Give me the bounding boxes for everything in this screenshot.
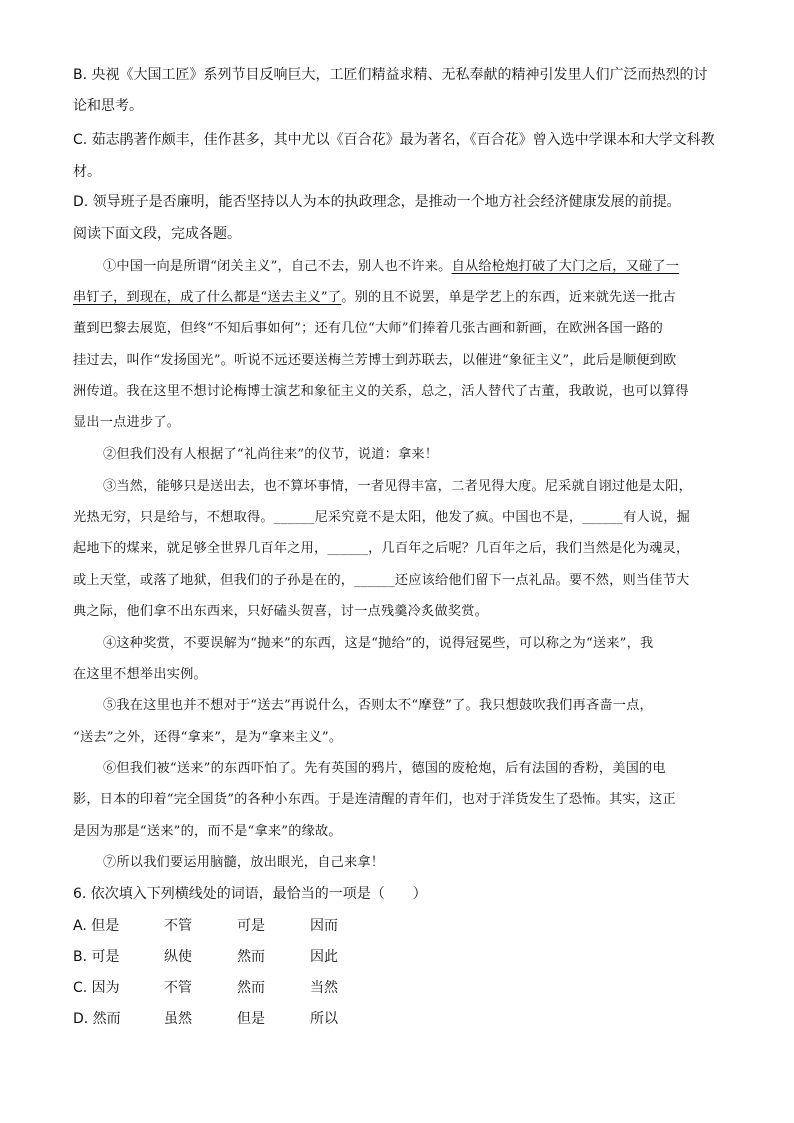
passage-p1-line-2-text: 。别的且不说罢，单是学艺上的东西，近来就先送一批古 [341, 290, 676, 305]
passage-p2: ②但我们没有人根据了“礼尚往来”的仪节，说道：拿来！ [103, 447, 439, 462]
choice-a-word-2: 不管 [164, 918, 192, 934]
choice-d-word-3: 但是 [237, 1011, 265, 1027]
question-6-stem: 6. 依次填入下列横线处的词语，最恰当的一项是（ ） [73, 886, 427, 902]
option-b-line-2: 论和思考。 [73, 98, 143, 114]
choice-c-word-4: 当然 [310, 980, 338, 996]
passage-p1-line-6: 显出一点进步了。 [73, 415, 181, 430]
passage-p3-line-2: 光热无穷，只是给与，不想取得。______尼采究竟不是太阳，他发了疯。中国也不是，______有人说，掘 [73, 510, 691, 525]
choice-c-word-2: 不管 [164, 980, 192, 996]
passage-p1-line-5: 洲传道。我在这里不想讨论梅博士演艺和象征主义的关系，总之，活人替代了古董，我敢说，也可以算得 [73, 384, 689, 399]
passage-p1-line-3: 董到巴黎去展览，但终“不知后事如何”；还有几位“大师”们捧着几张古画和新画，在欧洲各国一路的 [73, 321, 664, 336]
passage-p4-line-2: 在这里不想举出实例。 [73, 667, 207, 682]
passage-p3-line-1: ③当然，能够只是送出去，也不算坏事情，一者见得丰富，二者见得大度。尼采就自诩过他是太阳， [103, 479, 693, 494]
choice-a-word-3: 可是 [237, 918, 265, 934]
choice-a-label: A. 但是 [73, 918, 120, 934]
choice-b-label: B. 可是 [73, 949, 120, 965]
passage-p1-line-1 [103, 258, 679, 276]
passage-p7: ⑦所以我们要运用脑髓，放出眼光，自己来拿！ [103, 855, 385, 870]
passage-p5-line-2: “送去”之外，还得“拿来”，是为“拿来主义”。 [73, 730, 343, 745]
passage-p6-line-2: 影，日本的印着“完全国货”的各种小东西。于是连清醒的青年们，也对于洋货发生了恐怖。其实，这正 [73, 792, 676, 807]
passage-p1-line-4: 挂过去，叫作“发扬国光”。听说不远还要送梅兰芳博士到苏联去，以催进“象征主义”，此后是顺便到欧 [73, 353, 677, 368]
reading-instruction: 阅读下面文段，完成各题。 [73, 226, 241, 242]
choice-b-word-2: 纵使 [164, 949, 192, 965]
underlined-sentence: 自从给枪炮打破了大门之后，又碰了一 [451, 259, 680, 274]
choice-d-word-4: 所以 [310, 1011, 338, 1027]
choice-d-label: D. 然而 [73, 1011, 121, 1027]
option-c-line-1: C. 茹志鹃著作颇丰，佳作甚多，其中尤以《百合花》最为著名，《百合花》曾入选中学课本和大学文科教 [73, 132, 715, 148]
option-c-line-2: 材。 [73, 164, 101, 180]
choice-a-word-4: 因而 [310, 918, 338, 934]
passage-p1-line-1-text: ①中国一向是所谓“闭关主义”，自己不去，别人也不许来。 [103, 259, 452, 274]
passage-p6-line-3: 是因为那是“送来”的，而不是“拿来”的缘故。 [73, 824, 342, 839]
choice-b-word-4: 因此 [310, 949, 338, 965]
passage-p6-line-1: ⑥但我们被“送来”的东西吓怕了。先有英国的鸦片，德国的废枪炮，后有法国的香粉，美国的电 [103, 761, 666, 776]
underlined-sentence-cont: 串钉子，到现在，成了什么都是“送去主义”了 [73, 290, 342, 305]
passage-p3-line-3: 起地下的煤来，就足够全世界几百年之用，______，几百年之后呢？几百年之后，我们当然是化为魂灵， [73, 541, 690, 556]
choice-b-word-3: 然而 [237, 949, 265, 965]
choice-d-word-2: 虽然 [164, 1011, 192, 1027]
passage-p4-line-1: ④这种奖赏，不要误解为“抛来”的东西，这是“抛给”的，说得冠冕些，可以称之为“送来”，我 [103, 636, 654, 651]
option-b-line-1: B. 央视《大国工匠》系列节目反响巨大，工匠们精益求精、无私奉献的精神引发里人们广泛而热烈的讨 [73, 67, 708, 83]
passage-p3-line-4: 或上天堂，或落了地狱，但我们的子孙是在的，______还应该给他们留下一点礼品。要不然，则当佳节大 [73, 573, 690, 588]
passage-p3-line-5: 典之际，他们拿不出东西来，只好磕头贺喜，讨一点残羹冷炙做奖赏。 [73, 604, 489, 619]
passage-p5-line-1: ⑤我在这里也并不想对于“送去”再说什么，否则太不“摩登”了。我只想鼓吹我们再吝啬一点， [103, 698, 653, 713]
passage-p1-line-2 [73, 289, 676, 307]
choice-c-word-3: 然而 [237, 980, 265, 996]
option-d-line-1: D. 领导班子是否廉明，能否坚持以人为本的执政理念，是推动一个地方社会经济健康发展的前提。 [73, 194, 681, 210]
choice-c-label: C. 因为 [73, 980, 120, 996]
